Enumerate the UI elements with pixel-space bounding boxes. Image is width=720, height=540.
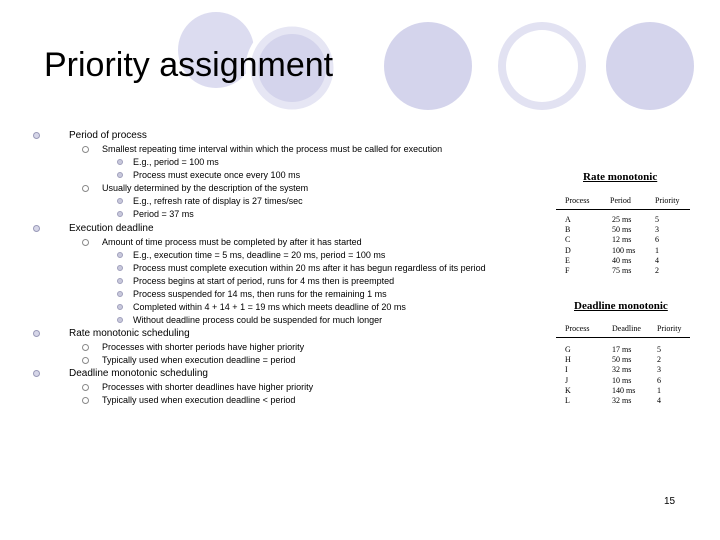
- outline-item-level-3: E.g., refresh rate of display is 27 times/sec: [133, 196, 303, 206]
- table-cell: 3: [657, 365, 661, 375]
- outline-item-level-2: Typically used when execution deadline < period: [102, 395, 296, 405]
- table-cell: 6: [655, 235, 659, 245]
- bullet-level-3-icon: [117, 304, 123, 310]
- bullet-level-1-icon: [33, 132, 40, 139]
- bullet-level-3-icon: [117, 172, 123, 178]
- col-header-priority: Priority: [655, 196, 680, 205]
- table-cell: 17 ms: [612, 345, 632, 354]
- table-cell: 50 ms: [612, 225, 632, 235]
- bullet-level-2-icon: [82, 185, 89, 192]
- table-cell: 140 ms: [612, 385, 636, 395]
- table-cell: E: [565, 255, 570, 265]
- table-cell: 2: [655, 266, 659, 275]
- table-cell: F: [565, 266, 570, 275]
- table-cell: 12 ms: [612, 235, 632, 245]
- table-cell: B: [565, 225, 571, 235]
- table-cell: L: [565, 396, 570, 405]
- bullet-level-1-icon: [33, 370, 40, 377]
- outline-item-level-2: Typically used when execution deadline = period: [102, 355, 296, 365]
- table-cell: D: [565, 245, 571, 255]
- table-cell: 5: [655, 215, 659, 224]
- table-cell: K: [565, 385, 571, 395]
- bullet-level-2-icon: [82, 344, 89, 351]
- bullet-level-3-icon: [117, 291, 123, 297]
- outline-item-level-2: Processes with shorter deadlines have higher priority: [102, 382, 314, 392]
- table-cell: 50 ms: [612, 355, 632, 365]
- table-cell: 100 ms: [612, 245, 636, 255]
- table-cell: 6: [657, 375, 661, 385]
- slide-title: Priority assignment: [44, 46, 334, 84]
- outline-item-level-1: Deadline monotonic scheduling: [69, 368, 208, 379]
- table-cell: 25 ms: [612, 215, 632, 224]
- table-cell: C: [565, 235, 571, 245]
- table-cell: 40 ms: [612, 255, 632, 265]
- table-cell: 10 ms: [612, 375, 632, 385]
- table-cell: H: [565, 355, 571, 365]
- table-rule: [556, 337, 690, 338]
- bullet-level-2-icon: [82, 357, 89, 364]
- outline-item-level-1: Rate monotonic scheduling: [69, 328, 190, 339]
- outline-item-level-3: Process suspended for 14 ms, then runs for the remaining 1 ms: [133, 289, 387, 299]
- col-header-period: Period: [610, 196, 631, 205]
- outline-item-level-1: Period of process: [69, 130, 147, 141]
- bullet-level-3-icon: [117, 159, 123, 165]
- outline-item-level-2: Usually determined by the description of the system: [102, 183, 309, 193]
- bullet-level-1-icon: [33, 330, 40, 337]
- bullet-level-3-icon: [117, 198, 123, 204]
- outline-item-level-2: Amount of time process must be completed by after it has started: [102, 237, 362, 247]
- table-cell: 2: [657, 355, 661, 365]
- col-header-process: Process: [565, 324, 590, 333]
- col-header-deadline: Deadline: [612, 324, 641, 333]
- bullet-level-2-icon: [82, 146, 89, 153]
- deadline-monotonic-title: Deadline monotonic: [574, 300, 668, 312]
- bullet-level-2-icon: [82, 397, 89, 404]
- page-number: 15: [664, 496, 676, 507]
- table-cell: G: [565, 345, 571, 354]
- outline-item-level-2: Processes with shorter periods have higher priority: [102, 342, 305, 352]
- outline-item-level-3: Completed within 4 + 14 + 1 = 19 ms which meets deadline of 20 ms: [133, 302, 406, 312]
- bullet-level-2-icon: [82, 384, 89, 391]
- outline-item-level-3: Process must execute once every 100 ms: [133, 170, 301, 180]
- table-cell: 3: [655, 225, 659, 235]
- bullet-level-3-icon: [117, 211, 123, 217]
- bullet-level-3-icon: [117, 317, 123, 323]
- outline-item-level-3: Process must complete execution within 20 ms after it has begun regardless of its period: [133, 263, 486, 273]
- table-cell: 75 ms: [612, 266, 632, 275]
- table-cell: 1: [657, 385, 661, 395]
- bullet-level-2-icon: [82, 239, 89, 246]
- col-header-process: Process: [565, 196, 590, 205]
- bullet-level-1-icon: [33, 225, 40, 232]
- outline-item-level-3: E.g., execution time = 5 ms, deadline = 20 ms, period = 100 ms: [133, 250, 386, 260]
- bullet-level-3-icon: [117, 265, 123, 271]
- table-cell: 4: [657, 396, 661, 405]
- table-cell: 4: [655, 255, 659, 265]
- table-cell: A: [565, 215, 571, 224]
- bullet-level-3-icon: [117, 252, 123, 258]
- outline-item-level-3: Period = 37 ms: [133, 209, 194, 219]
- col-header-priority: Priority: [657, 324, 682, 333]
- table-cell: I: [565, 365, 568, 375]
- outline-item-level-3: Process begins at start of period, runs for 4 ms then is preempted: [133, 276, 395, 286]
- table-cell: 1: [655, 245, 659, 255]
- outline-item-level-3: Without deadline process could be suspended for much longer: [133, 315, 383, 325]
- outline-item-level-1: Execution deadline: [69, 223, 154, 234]
- table-rule: [556, 209, 690, 210]
- table-cell: 32 ms: [612, 396, 632, 405]
- table-cell: J: [565, 375, 569, 385]
- bullet-level-3-icon: [117, 278, 123, 284]
- outline-item-level-3: E.g., period = 100 ms: [133, 157, 219, 167]
- table-cell: 32 ms: [612, 365, 632, 375]
- table-cell: 5: [657, 345, 661, 354]
- outline-item-level-2: Smallest repeating time interval within which the process must be called for execution: [102, 144, 443, 154]
- rate-monotonic-title: Rate monotonic: [583, 171, 658, 183]
